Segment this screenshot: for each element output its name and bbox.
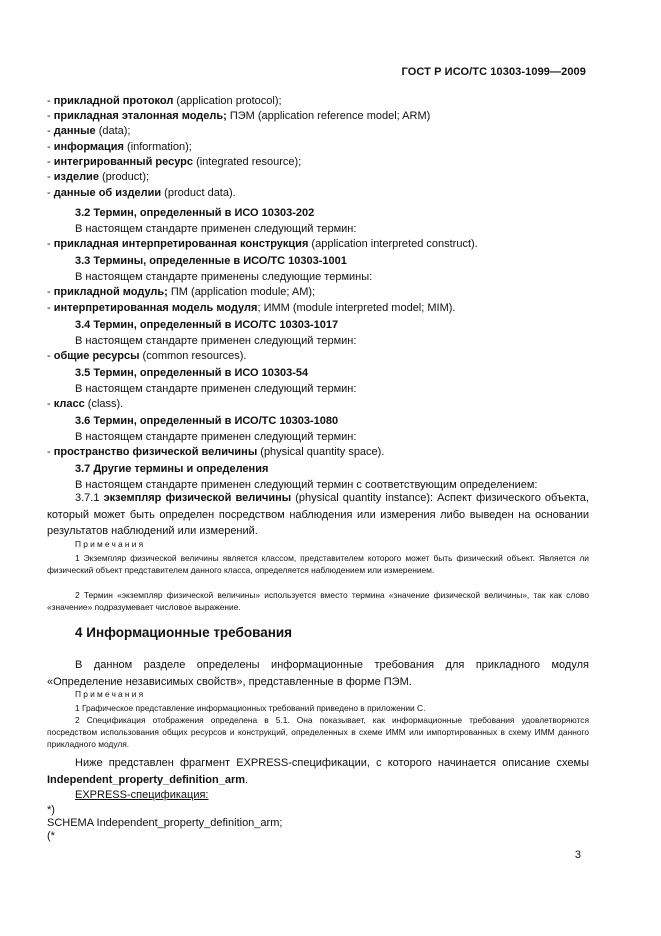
term-translation: ПМ (application module; AM); xyxy=(167,286,316,298)
schema-name: Independent_property_definition_arm xyxy=(47,773,246,786)
definition-3-7-1 xyxy=(47,490,589,540)
fragment-end: . xyxy=(245,773,249,786)
list-item: - прикладной протокол (application protocol); xyxy=(47,95,282,107)
section-heading-3-5: 3.5 Термин, определенный в ИСО 10303-54 xyxy=(75,367,309,379)
page-header: ГОСТ Р ИСО/ТС 10303-1099—2009 xyxy=(401,66,586,78)
note-1: 1 Экземпляр физической величины является классом, представителем которого может быть физический объект. Является ли физический объект представителем данного класса, определяется наблюдением или измерением. xyxy=(47,553,589,576)
notes-heading: Примечания xyxy=(75,539,146,549)
term: пространство физической величины xyxy=(53,446,258,458)
section-intro: В настоящем стандарте применен следующий термин: xyxy=(75,223,357,235)
term: экземпляр физической величины xyxy=(103,492,292,504)
section-heading-3-6: 3.6 Термин, определенный в ИСО/ТС 10303-1080 xyxy=(75,415,339,427)
term-translation: (data); xyxy=(95,125,131,137)
list-item: - прикладная эталонная модель; ПЭМ (application reference model; ARM) xyxy=(47,110,431,122)
definition-number: 3.7.1 xyxy=(75,492,104,504)
list-item: - пространство физической величины (physical quantity space). xyxy=(47,446,385,458)
note-1: 1 Графическое представление информационных требований приведено в приложении С. xyxy=(75,703,426,713)
express-line: SCHEMA Independent_property_definition_arm; xyxy=(47,817,283,829)
term-translation: (common resources). xyxy=(139,350,247,362)
express-line: *) xyxy=(47,804,55,816)
section-heading-3-2: 3.2 Термин, определенный в ИСО 10303-202 xyxy=(75,207,315,219)
list-item: - информация (information); xyxy=(47,141,192,153)
fragment-paragraph xyxy=(47,755,589,788)
page-number: 3 xyxy=(574,849,581,861)
section-heading-3-7: 3.7 Другие термины и определения xyxy=(75,463,269,475)
list-item: - интерпретированная модель модуля; ИММ (module interpreted model; MIM). xyxy=(47,302,456,314)
list-item: - общие ресурсы (common resources). xyxy=(47,350,247,362)
term-translation: (product data). xyxy=(161,187,236,199)
term-translation: ; ИММ (module interpreted model; MIM). xyxy=(257,302,456,314)
fragment-text: Ниже представлен фрагмент EXPRESS-спецификации, с которого начинается описание схемы xyxy=(75,757,589,769)
term-translation: (class). xyxy=(84,398,124,410)
section-intro: В настоящем стандарте применен следующий термин: xyxy=(75,383,357,395)
express-label: EXPRESS-спецификация: xyxy=(75,789,209,801)
section-intro: В настоящем стандарте применен следующий термин с соответствующим определением: xyxy=(75,479,538,491)
list-item: - прикладной модуль; ПМ (application module; AM); xyxy=(47,286,316,298)
term: данные xyxy=(53,125,96,137)
list-item: - данные (data); xyxy=(47,125,131,137)
term: интегрированный ресурс xyxy=(53,156,194,168)
section-heading-4: 4 Информационные требования xyxy=(75,625,293,640)
term: прикладной модуль; xyxy=(53,286,168,298)
term-translation: (information); xyxy=(123,141,192,153)
section-intro: В настоящем стандарте применены следующие термины: xyxy=(75,271,373,283)
section-heading-3-4: 3.4 Термин, определенный в ИСО/ТС 10303-1017 xyxy=(75,319,339,331)
term: информация xyxy=(53,141,124,153)
term-translation: (application interpreted construct). xyxy=(308,238,478,250)
notes-heading: Примечания xyxy=(75,689,146,699)
list-item: - данные об изделии (product data). xyxy=(47,187,236,199)
term: общие ресурсы xyxy=(53,350,140,362)
term-translation: (product); xyxy=(98,171,150,183)
section-intro: В настоящем стандарте применен следующий термин: xyxy=(75,335,357,347)
definition-text: (physical quantity instance): Аспект физического объекта, который может быть определен посредством наблюдения или измерения либо выведен на основании результатов наблюдений или измерений. xyxy=(47,492,589,537)
term-translation: (application protocol); xyxy=(173,95,282,107)
term: изделие xyxy=(53,171,99,183)
list-item: - изделие (product); xyxy=(47,171,150,183)
express-line: (* xyxy=(47,830,55,842)
term-translation: (physical quantity space). xyxy=(257,446,385,458)
term: прикладная эталонная модель; xyxy=(53,110,227,122)
term: прикладная интерпретированная конструкция xyxy=(53,238,309,250)
note-2: 2 Термин «экземпляр физической величины» используется вместо термина «значение физической величины», так как слово «значение» подразумевает числовое выражение. xyxy=(47,590,589,613)
term-translation: (integrated resource); xyxy=(193,156,302,168)
term: прикладной протокол xyxy=(53,95,174,107)
term: данные об изделии xyxy=(53,187,162,199)
section-heading-3-3: 3.3 Термины, определенные в ИСО/ТС 10303-1001 xyxy=(75,255,347,267)
term-translation: ПЭМ (application reference model; ARM) xyxy=(226,110,431,122)
list-item: - прикладная интерпретированная конструкция (application interpreted construct). xyxy=(47,238,478,250)
term: класс xyxy=(53,398,85,410)
list-item: - класс (class). xyxy=(47,398,124,410)
term: интерпретированная модель модуля xyxy=(53,302,258,314)
section-intro: В настоящем стандарте применен следующий термин: xyxy=(75,431,357,443)
section-4-paragraph: В данном разделе определены информационные требования для прикладного модуля «Определение независимых свойств», представленные в форме ПЭМ. xyxy=(47,659,589,688)
list-item: - интегрированный ресурс (integrated resource); xyxy=(47,156,302,168)
note-2: 2 Спецификация отображения определена в 5.1. Она показывает, как информационные требования удовлетворяются посредством использования общих ресурсов и конструкций, определенных в схеме ИММ или импортированных в схему ИММ данного прикладного модуля. xyxy=(47,715,589,750)
